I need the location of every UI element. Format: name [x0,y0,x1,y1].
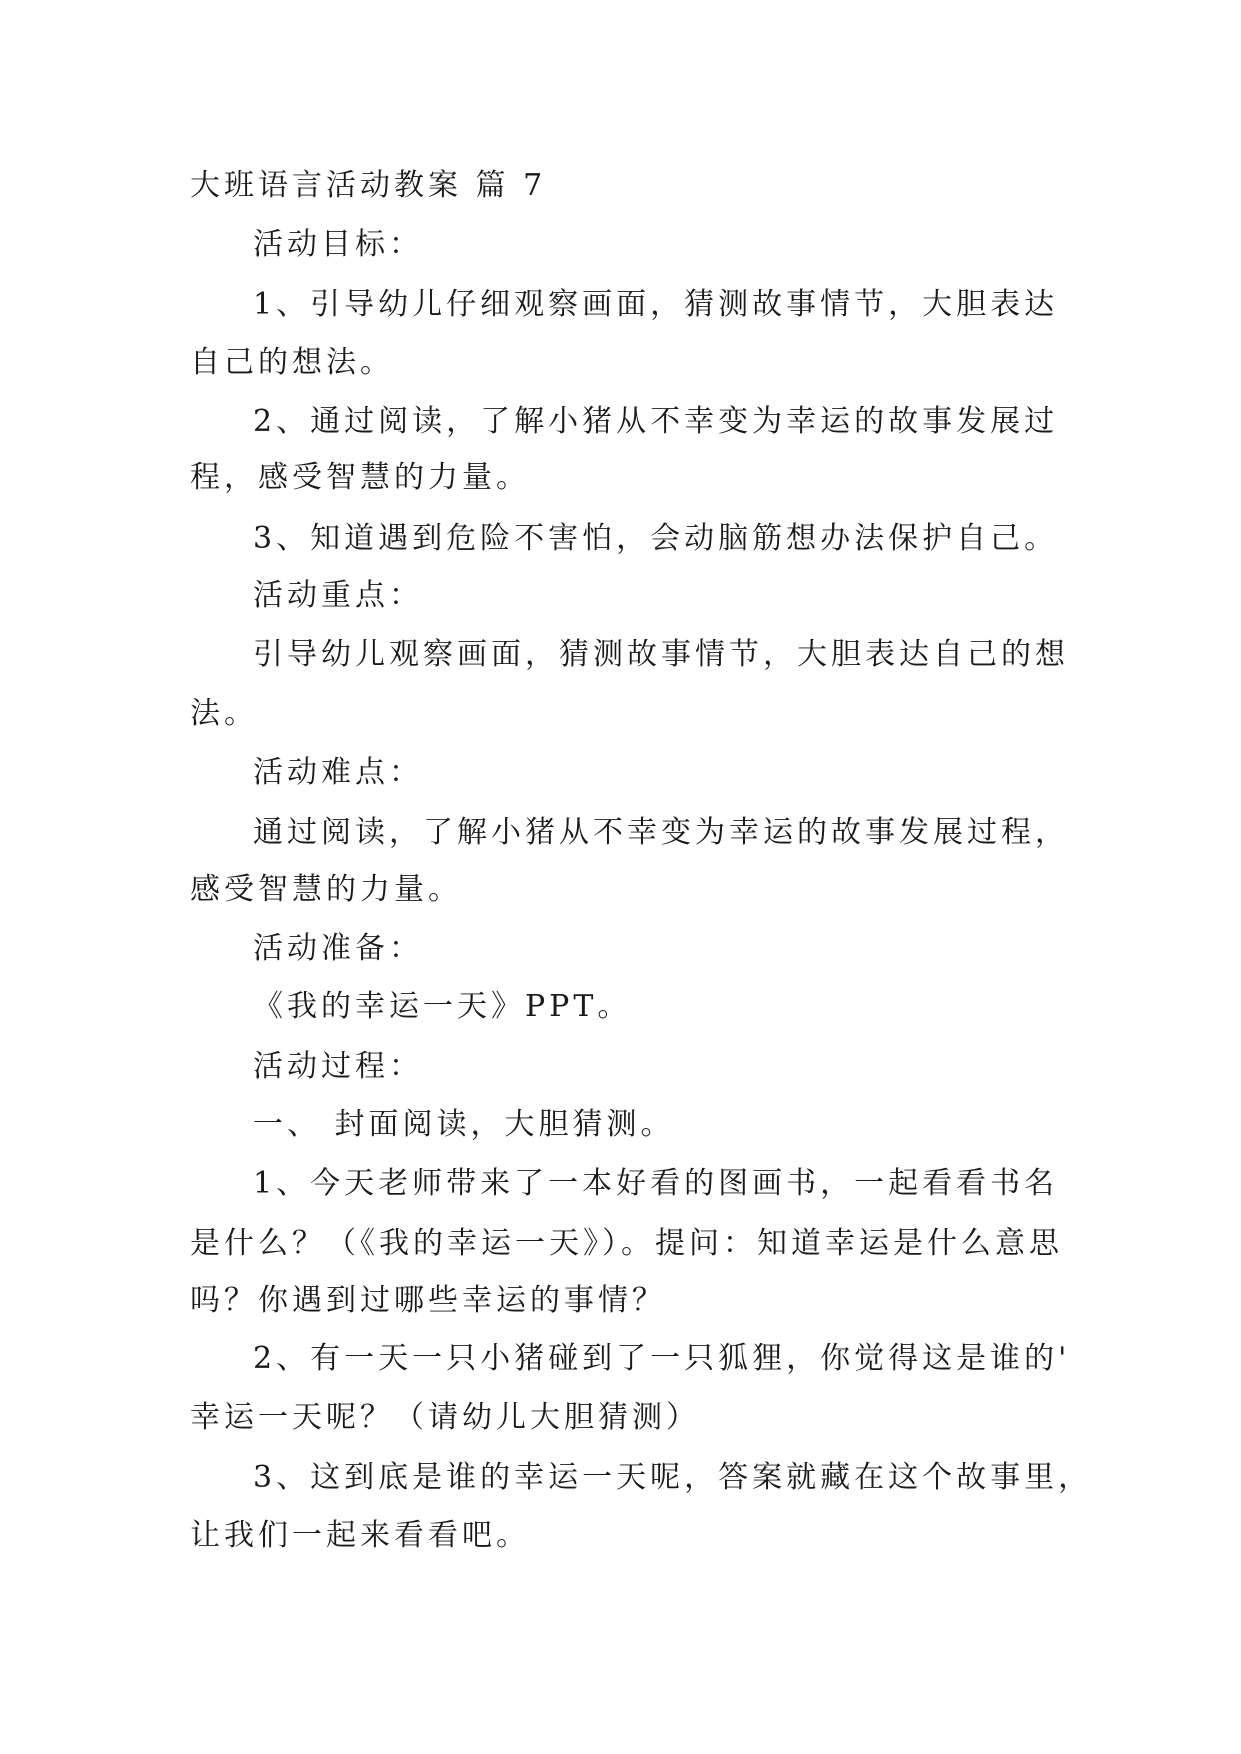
document-title: 大班语言活动教案 篇 7 [190,168,547,203]
paragraph-line: 2、通过阅读，了解小猪从不幸变为幸运的故事发展过 [253,404,1059,439]
section-heading-goals: 活动目标： [253,227,423,262]
paragraph-line: 引导幼儿观察画面，猜测故事情节，大胆表达自己的想 [253,637,1069,672]
paragraph-line: 1、今天老师带来了一本好看的图画书，一起看看书名 [253,1166,1059,1201]
paragraph-line: 幸运一天呢？（请幼儿大胆猜测） [190,1400,700,1435]
paragraph-line: 3、知道遇到危险不害怕，会动脑筋想办法保护自己。 [253,521,1059,556]
paragraph-line: 是什么？（《我的幸运一天》）。提问：知道幸运是什么意思 [190,1226,1063,1261]
paragraph-line: 法。 [190,696,258,731]
paragraph-line: 吗？你遇到过哪些幸运的事情？ [190,1283,666,1318]
section-heading-difficulties: 活动难点： [253,755,423,790]
paragraph-line: 自己的想法。 [190,345,394,380]
paragraph-line: 通过阅读，了解小猪从不幸变为幸运的故事发展过程， [253,815,1069,850]
subsection-heading: 一、 封面阅读，大胆猜测。 [253,1107,675,1142]
paragraph-line: 1、引导幼儿仔细观察画面，猜测故事情节，大胆表达 [253,287,1059,322]
paragraph-line: 2、有一天一只小猪碰到了一只狐狸，你觉得这是谁的' [253,1341,1071,1376]
paragraph-line: 让我们一起来看看吧。 [190,1518,530,1553]
paragraph-line: 《我的幸运一天》PPT。 [253,989,632,1024]
section-heading-preparation: 活动准备： [253,931,423,966]
paragraph-line: 感受智慧的力量。 [190,872,462,907]
paragraph-line: 3、这到底是谁的幸运一天呢，答案就藏在这个故事里， [253,1460,1093,1495]
paragraph-line: 程，感受智慧的力量。 [190,460,530,495]
section-heading-process: 活动过程： [253,1049,423,1084]
section-heading-key-points: 活动重点： [253,578,423,613]
